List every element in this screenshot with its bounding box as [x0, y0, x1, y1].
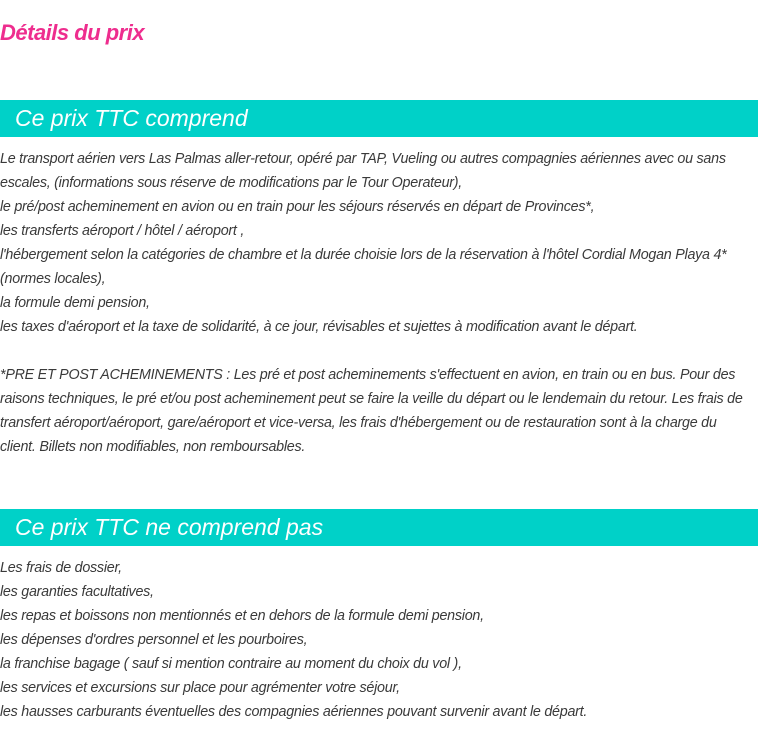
includes-item: les transferts aéroport / hôtel / aéroport ,: [0, 223, 245, 239]
includes-item: le pré/post acheminement en avion ou en train pour les séjours réservés en départ de Provinces*,: [0, 199, 595, 215]
excludes-item: la franchise bagage ( sauf si mention contraire au moment du choix du vol ),: [0, 656, 462, 672]
excludes-item: Les frais de dossier,: [0, 560, 122, 576]
includes-item: l'hébergement selon la catégories de chambre et la durée choisie lors de la réservation à l'hôtel Cordial Mogan Playa 4* (normes locales),: [0, 247, 727, 287]
excludes-list: [0, 556, 752, 724]
includes-item: les taxes d'aéroport et la taxe de solidarité, à ce jour, révisables et sujettes à modification avant le départ.: [0, 319, 638, 335]
excludes-item: les repas et boissons non mentionnés et en dehors de la formule demi pension,: [0, 608, 484, 624]
includes-item: la formule demi pension,: [0, 295, 150, 311]
section-heading-includes: Ce prix TTC comprend: [15, 105, 248, 131]
excludes-item: les hausses carburants éventuelles des compagnies aériennes pouvant survenir avant le départ.: [0, 704, 588, 720]
transfer-note-text: *PRE ET POST ACHEMINEMENTS : Les pré et post acheminements s'effectuent en avion, en train ou en bus. Pour des raisons techniques, le pré et/ou post acheminement peut se faire la veille du départ ou le lendemain du retour. Les frais de transfert aéroport/aéroport, gare/aéroport et vice-versa, les frais d'hébergement ou de restauration sont à la charge du client. Billets non modifiables, non remboursables.: [0, 367, 743, 455]
excludes-item: les services et excursions sur place pour agrémenter votre séjour,: [0, 680, 400, 696]
section-heading-excludes: Ce prix TTC ne comprend pas: [15, 514, 324, 540]
includes-list: [0, 147, 752, 339]
includes-item: Le transport aérien vers Las Palmas aller-retour, opéré par TAP, Vueling ou autres compagnies aériennes avec ou sans escales, (informations sous réserve de modifications par le Tour Operateur),: [0, 151, 726, 191]
section-header-includes: [0, 100, 758, 137]
transfer-note: [0, 363, 752, 459]
page-title: Détails du prix: [0, 20, 145, 45]
section-header-excludes: [0, 509, 758, 546]
excludes-item: les dépenses d'ordres personnel et les pourboires,: [0, 632, 308, 648]
excludes-item: les garanties facultatives,: [0, 584, 154, 600]
